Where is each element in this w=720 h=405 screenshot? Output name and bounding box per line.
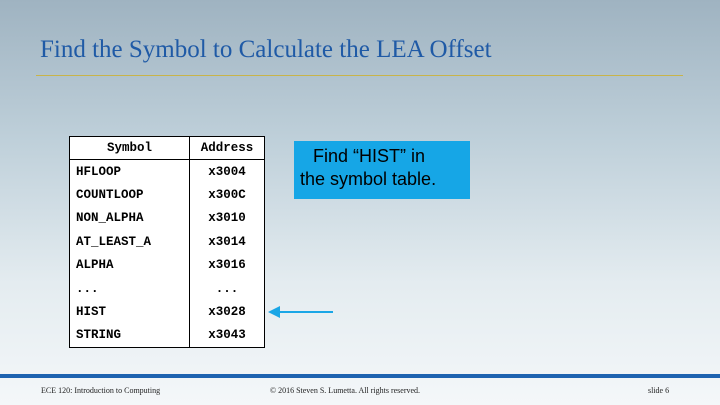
symbol-cell: COUNTLOOP [70,183,190,206]
slide-title: Find the Symbol to Calculate the LEA Offset [40,36,492,63]
footer-copyright: © 2016 Steven S. Lumetta. All rights reserved. [270,386,421,395]
address-cell: x3014 [208,234,246,249]
symbol-cell: AT_LEAST_A [70,230,190,253]
column-header-symbol: Symbol [70,137,190,160]
symbol-cell: ... [70,277,190,300]
address-cell: x300C [208,187,246,202]
footer-course: ECE 120: Introduction to Computing [41,386,161,395]
footer-band [0,374,720,378]
symbol-cell: STRING [70,324,190,347]
footer-slide-number: slide 6 [648,386,670,395]
symbol-cell: ALPHA [70,253,190,276]
column-header-address: Address [190,137,265,160]
symbol-cell: HIST [70,300,190,323]
symbol-cell: NON_ALPHA [70,207,190,230]
callout-line-1: Find “HIST” in [313,146,426,166]
address-cell: x3016 [208,258,246,273]
address-cell: x3010 [208,211,246,226]
address-cell: ... [215,281,239,296]
address-cell: x3004 [208,164,246,179]
address-cell: x3043 [208,328,246,343]
address-cell: x3028 [208,304,246,319]
arrow-left-icon [268,306,333,318]
callout-line-2: the symbol table. [300,169,437,189]
symbol-cell: HFLOOP [70,160,190,183]
